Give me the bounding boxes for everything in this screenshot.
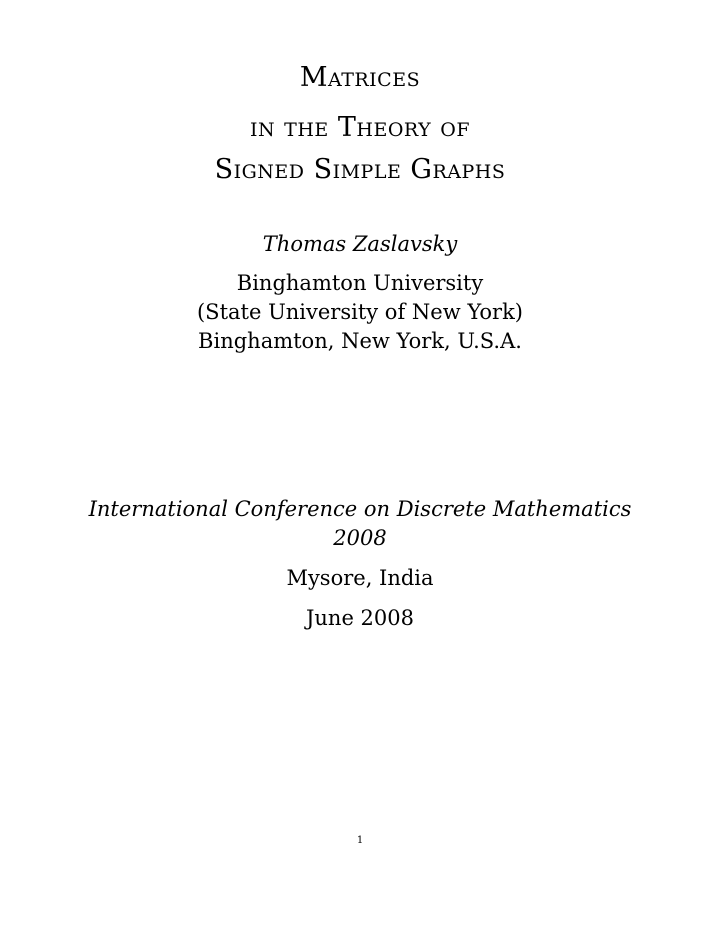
conference-date: June 2008 — [305, 606, 414, 630]
page-number: 1 — [356, 835, 364, 846]
conference-name-line-2: 2008 — [333, 526, 387, 550]
affiliation-line-3: Binghamton, New York, U.S.A. — [198, 329, 522, 353]
conference-location: Mysore, India — [286, 566, 434, 590]
title-line-1: Matrices — [299, 62, 421, 93]
title-line-2: in the Theory of — [249, 112, 471, 143]
affiliation-line-1: Binghamton University — [236, 271, 484, 295]
conference-name-line-1: International Conference on Discrete Mathematics — [88, 497, 632, 521]
title-line-3: Signed Simple Graphs — [214, 154, 506, 185]
author-name: Thomas Zaslavsky — [262, 232, 458, 256]
affiliation-line-2: (State University of New York) — [196, 300, 523, 324]
